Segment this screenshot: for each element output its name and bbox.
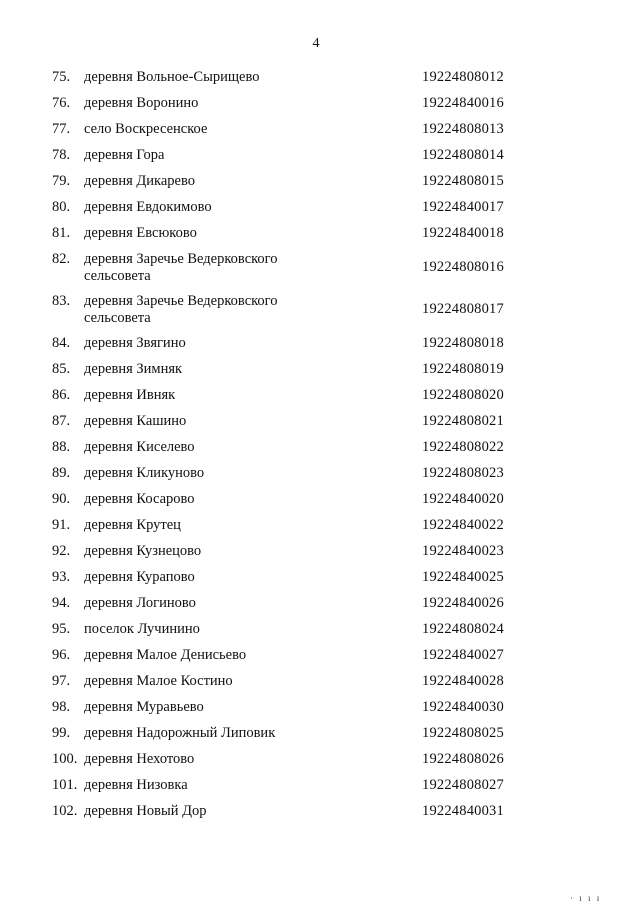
item-number: 88. [52,439,71,455]
oktmo-code: 19224808022 [422,439,504,455]
oktmo-code: 19224808020 [422,387,504,403]
settlement-list [0,69,640,829]
item-number: 101. [52,777,78,793]
settlement-name: село Воскресенское [84,121,208,137]
list-item [0,293,640,335]
item-number: 92. [52,543,71,559]
list-item [0,95,640,121]
list-item [0,751,640,777]
oktmo-code: 19224840022 [422,517,504,533]
list-item [0,225,640,251]
settlement-name: деревня Новый Дор [84,803,207,819]
oktmo-code: 19224840023 [422,543,504,559]
oktmo-code: 19224808015 [422,173,504,189]
item-number: 79. [52,173,71,189]
item-number: 100. [52,751,78,767]
settlement-name: деревня Ивняк [84,387,176,403]
list-item [0,803,640,829]
oktmo-code: 19224808019 [422,361,504,377]
settlement-name: деревня Кашино [84,413,187,429]
oktmo-code: 19224840018 [422,225,504,241]
item-number: 82. [52,251,71,267]
oktmo-code: 19224808021 [422,413,504,429]
item-number: 86. [52,387,71,403]
item-number: 93. [52,569,71,585]
oktmo-code: 19224840017 [422,199,504,215]
settlement-name: деревня Кликуново [84,465,205,481]
oktmo-code: 19224840016 [422,95,504,111]
oktmo-code: 19224840030 [422,699,504,715]
oktmo-code: 19224808023 [422,465,504,481]
list-item [0,69,640,95]
list-item [0,147,640,173]
oktmo-code: 19224840031 [422,803,504,819]
list-item [0,439,640,465]
list-item [0,491,640,517]
item-number: 97. [52,673,71,689]
list-item [0,251,640,293]
item-number: 83. [52,293,71,309]
list-item [0,413,640,439]
oktmo-code: 19224808014 [422,147,504,163]
settlement-name: деревня Дикарево [84,173,195,189]
list-item [0,699,640,725]
item-number: 96. [52,647,71,663]
list-item [0,335,640,361]
item-number: 77. [52,121,71,137]
list-item [0,199,640,225]
oktmo-code: 19224808017 [422,301,504,317]
settlement-name: деревня Евдокимово [84,199,212,215]
item-number: 94. [52,595,71,611]
item-number: 76. [52,95,71,111]
item-number: 85. [52,361,71,377]
settlement-name: деревня Надорожный Липовик [84,725,276,741]
list-item [0,543,640,569]
oktmo-code: 19224808016 [422,259,504,275]
list-item [0,173,640,199]
list-item [0,647,640,673]
list-item [0,121,640,147]
settlement-name: поселок Лучинино [84,621,200,637]
settlement-name: деревня Заречье Ведерковского сельсовета [84,251,278,284]
settlement-name: деревня Нехотово [84,751,195,767]
settlement-name: деревня Малое Денисьево [84,647,247,663]
oktmo-code: 19224808024 [422,621,504,637]
oktmo-code: 19224808013 [422,121,504,137]
item-number: 89. [52,465,71,481]
list-item [0,673,640,699]
settlement-name: деревня Низовка [84,777,188,793]
oktmo-code: 19224808026 [422,751,504,767]
settlement-name: деревня Муравьево [84,699,204,715]
item-number: 90. [52,491,71,507]
settlement-name: деревня Воронино [84,95,199,111]
scan-artifact-mark: · ı ı ı [570,893,602,903]
item-number: 80. [52,199,71,215]
oktmo-code: 19224840027 [422,647,504,663]
list-item [0,517,640,543]
oktmo-code: 19224840020 [422,491,504,507]
item-number: 91. [52,517,71,533]
list-item [0,621,640,647]
list-item [0,777,640,803]
oktmo-code: 19224808027 [422,777,504,793]
settlement-name: деревня Крутец [84,517,181,533]
oktmo-code: 19224808018 [422,335,504,351]
list-item [0,465,640,491]
item-number: 99. [52,725,71,741]
list-item [0,569,640,595]
list-item [0,725,640,751]
item-number: 75. [52,69,71,85]
item-number: 95. [52,621,71,637]
item-number: 84. [52,335,71,351]
oktmo-code: 19224808025 [422,725,504,741]
item-number: 81. [52,225,71,241]
settlement-name: деревня Малое Костино [84,673,233,689]
item-number: 98. [52,699,71,715]
settlement-name: деревня Курапово [84,569,195,585]
item-number: 87. [52,413,71,429]
item-number: 78. [52,147,71,163]
settlement-name: деревня Зимняк [84,361,183,377]
oktmo-code: 19224840025 [422,569,504,585]
oktmo-code: 19224840026 [422,595,504,611]
settlement-name: деревня Кузнецово [84,543,202,559]
settlement-name: деревня Косарово [84,491,195,507]
oktmo-code: 19224840028 [422,673,504,689]
settlement-name: деревня Логиново [84,595,196,611]
settlement-name: деревня Заречье Ведерковского сельсовета [84,293,278,326]
page-number: 4 [312,36,320,51]
settlement-name: деревня Вольное-Сырищево [84,69,260,85]
settlement-name: деревня Евсюково [84,225,197,241]
oktmo-code: 19224808012 [422,69,504,85]
item-number: 102. [52,803,78,819]
settlement-name: деревня Гора [84,147,165,163]
list-item [0,361,640,387]
settlement-name: деревня Киселево [84,439,195,455]
list-item [0,595,640,621]
list-item [0,387,640,413]
settlement-name: деревня Звягино [84,335,186,351]
